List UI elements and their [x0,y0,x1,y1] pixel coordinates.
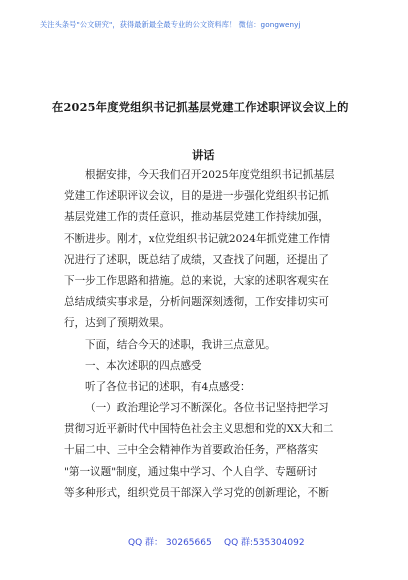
body-line: 总结成绩实事求是，分析问题深刻透彻，工作安排切实可 [64,296,329,309]
body-line: "第一议题"制度，通过集中学习、个人自学、专题研讨 [64,465,318,478]
subsection-heading: （一）政治理论学习不断深化。各位书记坚持把学习 [85,402,329,415]
section-heading: 一、本次述职的四点感受 [85,359,202,372]
document-title: 在2025年度党组织书记抓基层党建工作述职评议会议上的 [52,100,349,114]
footer-qq-group-1: QQ 群： 30265665 [128,538,212,548]
body-line: 等多种形式，组织党员干部深入学习党的创新理论，不断 [64,486,329,499]
body-line: 十届二中、三中全会精神作为首要政治任务，严格落实 [64,444,319,457]
body-line: 不断进步。刚才，x位党组织书记就2024年抓党建工作情 [64,232,330,245]
body-line: 贯彻习近平新时代中国特色社会主义思想和党的XX大和二 [64,423,334,436]
document-title-continued: 讲话 [192,148,215,162]
body-line: 况进行了述职，既总结了成绩，又查找了问题，还提出了 [64,253,329,266]
document-body [64,165,340,504]
body-line: 听了各位书记的述职，有4点感受： [85,380,251,393]
header-banner: 关注头条号"公文研究"，获得最新最全最专业的公文资料库！ 微信：gongwenyj [40,20,301,29]
body-line: 根据安排，今天我们召开2025年度党组织书记抓基层 [85,169,335,181]
body-line: 行，达到了预期效果。 [64,317,170,330]
body-line: 下一步工作思路和措施。总的来说，大家的述职客观实在 [64,274,329,287]
body-line: 党建工作述职评议会议，目的是进一步强化党组织书记抓 [64,190,329,203]
body-line: 下面，结合今天的述职，我讲三点意见。 [85,338,276,351]
footer-qq-group-2: QQ 群:535304092 [224,538,305,548]
body-line: 基层党建工作的责任意识，推动基层党建工作持续加强， [64,211,329,224]
